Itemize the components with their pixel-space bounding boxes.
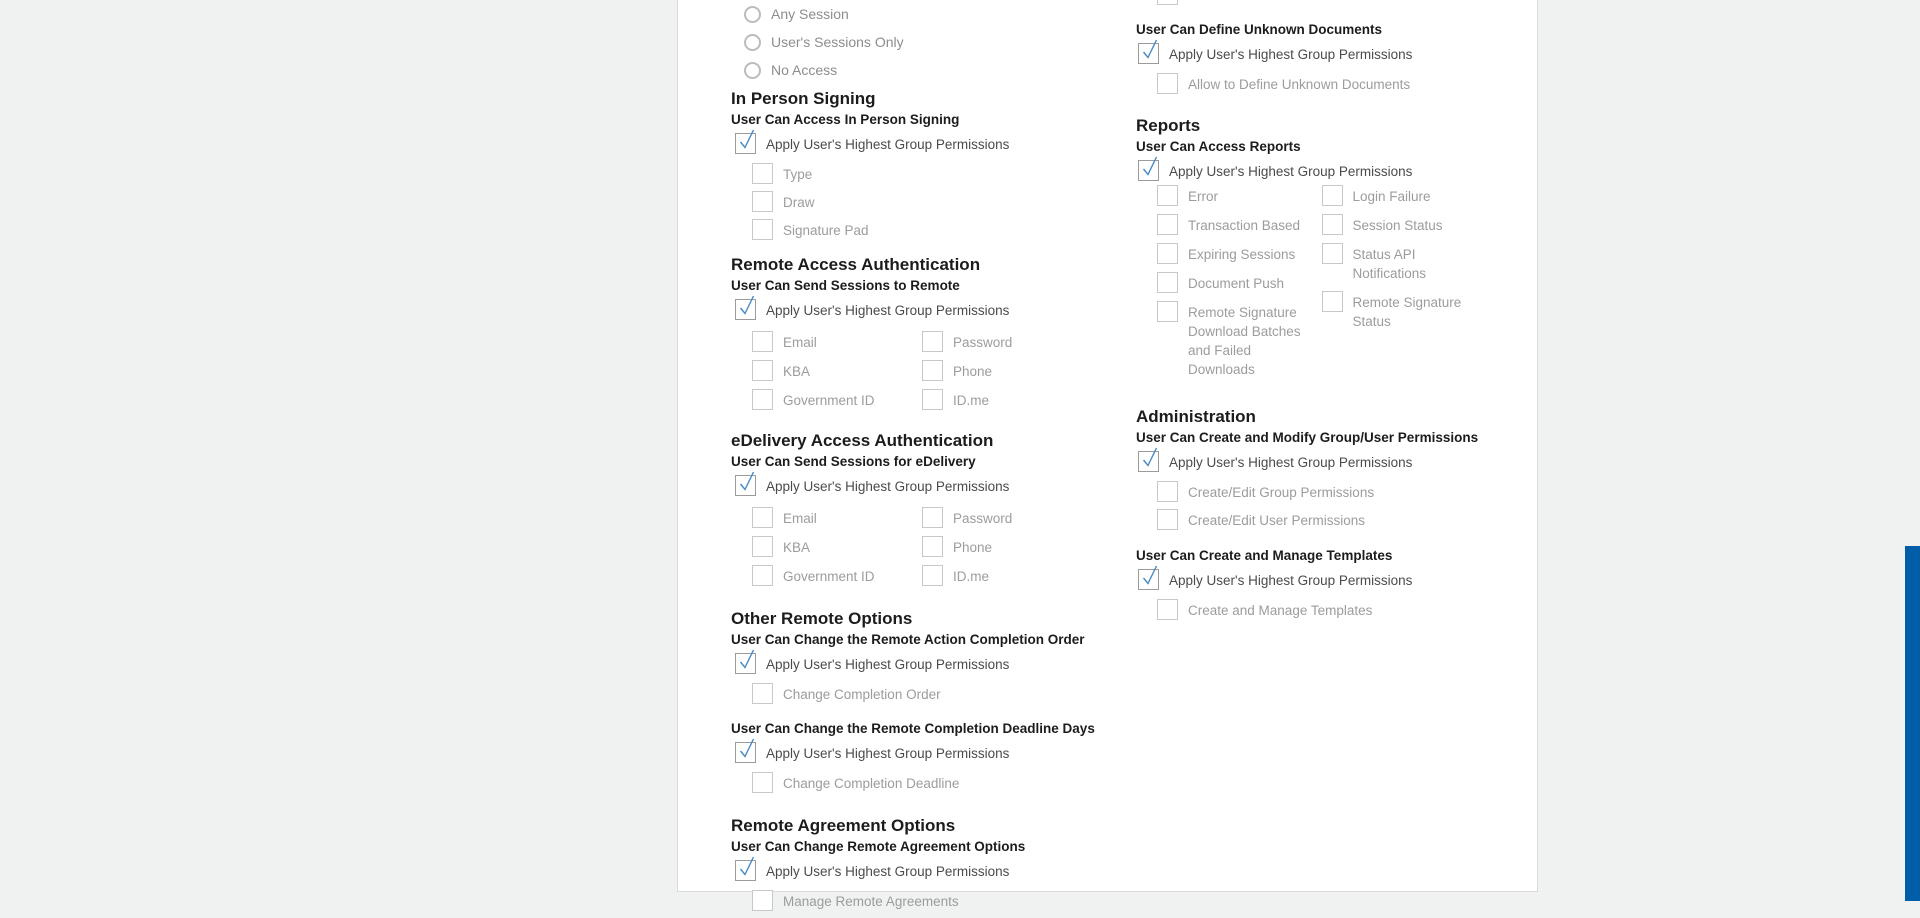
checkbox-label: Create and Manage Templates <box>1188 603 1373 618</box>
radio-no-access[interactable] <box>744 61 1161 79</box>
radio-button-icon[interactable] <box>744 34 761 51</box>
checkbox[interactable] <box>735 475 756 496</box>
subheading-user-can-define-unknown-documents: User Can Define Unknown Documents <box>1136 22 1383 37</box>
checkbox[interactable] <box>1138 451 1159 472</box>
checkbox-label: Change Completion Order <box>783 687 941 702</box>
section-heading-in-person-signing: In Person Signing <box>731 89 876 108</box>
radio-any-session[interactable] <box>744 5 1161 23</box>
checkbox-row-type[interactable] <box>752 163 1161 184</box>
checkbox-label: Remote Signature Download Batches and Failed Downloads <box>1188 305 1301 377</box>
check-icon <box>741 130 754 148</box>
subheading-user-can-send-sessions-for-edelivery: User Can Send Sessions for eDelivery <box>731 454 976 469</box>
checkbox-label: Manage Remote Agreements <box>783 894 959 909</box>
apply-highest-group-permissions-row[interactable] <box>735 653 1161 674</box>
checkbox-row-signature-pad[interactable] <box>752 219 1161 240</box>
checkbox-row-expiring-sessions[interactable] <box>1157 243 1322 264</box>
subheading-create-modify-group-user-permissions: User Can Create and Modify Group/User Permissions <box>1136 430 1479 445</box>
checkbox-label: Status API Notifications <box>1352 247 1427 281</box>
checkbox-row-kba[interactable] <box>752 536 922 557</box>
checkbox-row-create-edit-user-permissions[interactable] <box>1157 509 1486 530</box>
subheading-create-and-manage-templates: User Can Create and Manage Templates <box>1136 548 1393 563</box>
checkbox-label: Signature Pad <box>783 223 869 238</box>
checkbox[interactable] <box>1138 43 1159 64</box>
checkbox-row-government-id[interactable] <box>752 565 922 586</box>
checkbox-row-error[interactable] <box>1157 185 1322 206</box>
checkbox[interactable] <box>922 360 943 381</box>
permissions-right-column <box>1136 0 1486 627</box>
checkbox-row-change-completion-deadline[interactable] <box>752 772 1161 793</box>
checkbox-label: Session Status <box>1352 218 1443 233</box>
subheading-change-remote-action-completion-order: User Can Change the Remote Action Completion Order <box>731 632 1085 647</box>
checkbox-label: Government ID <box>783 569 875 584</box>
checkbox-label: Create/Edit User Permissions <box>1188 513 1366 528</box>
apply-highest-group-permissions-row[interactable] <box>735 133 1161 154</box>
checkbox[interactable] <box>752 163 773 184</box>
checkbox[interactable] <box>1157 509 1178 530</box>
check-icon <box>1144 40 1157 58</box>
checkbox[interactable] <box>1138 160 1159 181</box>
checkbox-row-remote-signature-download-batches[interactable] <box>1157 301 1322 379</box>
checkbox-label: Apply User's Highest Group Permissions <box>766 303 1010 318</box>
checkbox-row-email[interactable] <box>752 331 922 352</box>
checkbox[interactable] <box>1322 291 1343 312</box>
checkbox[interactable] <box>752 191 773 212</box>
checkbox[interactable] <box>752 219 773 240</box>
subheading-change-remote-completion-deadline-days: User Can Change the Remote Completion Deadline Days <box>731 721 1095 736</box>
checkbox-label: Draw <box>783 195 815 210</box>
checkbox-label: Remote Signature Status <box>1352 295 1462 329</box>
scrollbar-thumb[interactable] <box>1905 546 1920 901</box>
checkbox-label: Apply User's Highest Group Permissions <box>1169 455 1413 470</box>
checkbox[interactable] <box>752 565 773 586</box>
checkbox-label: Apply User's Highest Group Permissions <box>1169 573 1413 588</box>
checkbox-label: Login Failure <box>1352 189 1431 204</box>
checkbox-label: Apply User's Highest Group Permissions <box>1169 164 1413 179</box>
checkbox[interactable] <box>735 860 756 881</box>
section-heading-edelivery-access-authentication: eDelivery Access Authentication <box>731 431 994 450</box>
checkbox-row-idme[interactable] <box>922 389 1092 410</box>
checkbox[interactable] <box>1157 73 1178 94</box>
checkbox-row-password[interactable] <box>922 507 1092 528</box>
apply-highest-group-permissions-row[interactable] <box>1138 160 1486 181</box>
checkbox-row-login-failure[interactable] <box>1322 185 1487 206</box>
section-heading-administration: Administration <box>1136 407 1256 426</box>
subheading-change-remote-agreement-options: User Can Change Remote Agreement Options <box>731 839 1026 854</box>
checkbox[interactable] <box>1157 481 1178 502</box>
checkbox[interactable] <box>922 507 943 528</box>
subheading-user-can-access-reports: User Can Access Reports <box>1136 139 1301 154</box>
reports-options-grid <box>1157 185 1486 387</box>
checkbox-label: Apply User's Highest Group Permissions <box>766 657 1010 672</box>
checkbox[interactable] <box>1157 599 1178 620</box>
checkbox-row-kba[interactable] <box>752 360 922 381</box>
checkbox-label: Password <box>953 511 1013 526</box>
session-access-radio-group <box>744 0 1161 79</box>
checkbox[interactable] <box>752 683 773 704</box>
checkbox-label: Error <box>1188 189 1218 204</box>
subheading-user-can-send-sessions-to-remote: User Can Send Sessions to Remote <box>731 278 960 293</box>
checkbox-label: Apply User's Highest Group Permissions <box>766 746 1010 761</box>
checkbox[interactable] <box>752 360 773 381</box>
checkbox-label: Phone <box>953 364 993 379</box>
checkbox-row-draw[interactable] <box>752 191 1161 212</box>
checkbox[interactable] <box>735 299 756 320</box>
checkbox-label: KBA <box>783 364 811 379</box>
checkbox-row-session-status[interactable] <box>1322 214 1487 235</box>
check-icon <box>741 857 754 875</box>
checkbox[interactable] <box>752 507 773 528</box>
radio-button-icon[interactable] <box>744 6 761 23</box>
checkbox-label: Apply User's Highest Group Permissions <box>1169 47 1413 62</box>
checkbox-row-remote-signature-status[interactable] <box>1322 291 1487 331</box>
checkbox[interactable] <box>1322 243 1343 264</box>
apply-highest-group-permissions-row[interactable] <box>735 860 1161 881</box>
checkbox[interactable] <box>1157 185 1178 206</box>
checkbox-label: Create/Edit Group Permissions <box>1188 485 1375 500</box>
checkbox-row-government-id[interactable] <box>752 389 922 410</box>
remote-auth-options-grid <box>752 331 1161 418</box>
checkbox-label: Document Push <box>1188 276 1285 291</box>
in-person-signing-options <box>752 163 1161 240</box>
checkbox[interactable] <box>1322 214 1343 235</box>
checkbox-row-phone[interactable] <box>922 360 1092 381</box>
checkbox-label: Expiring Sessions <box>1188 247 1296 262</box>
radio-button-icon[interactable] <box>744 62 761 79</box>
section-heading-other-remote-options: Other Remote Options <box>731 609 913 628</box>
checkbox[interactable] <box>1157 214 1178 235</box>
check-icon <box>741 650 754 668</box>
checkbox-label: Email <box>783 335 817 350</box>
checkbox[interactable] <box>922 536 943 557</box>
check-icon <box>1144 448 1157 466</box>
subheading-user-can-access-in-person-signing: User Can Access In Person Signing <box>731 112 960 127</box>
checkbox[interactable] <box>1138 569 1159 590</box>
apply-highest-group-permissions-row[interactable] <box>735 475 1161 496</box>
checkbox[interactable] <box>922 565 943 586</box>
radio-label: No Access <box>771 62 838 78</box>
checkbox-label: ID.me <box>953 393 990 408</box>
permissions-left-column <box>731 0 1161 918</box>
checkbox[interactable] <box>1157 243 1178 264</box>
checkbox-label: Password <box>953 335 1013 350</box>
check-icon <box>741 472 754 490</box>
group-user-permission-options <box>1157 481 1486 530</box>
checkbox[interactable] <box>922 389 943 410</box>
checkbox-row-document-push[interactable] <box>1157 272 1322 293</box>
checkbox-label: Apply User's Highest Group Permissions <box>766 479 1010 494</box>
checkbox-row-create-edit-group-permissions[interactable] <box>1157 481 1486 502</box>
apply-highest-group-permissions-row[interactable] <box>1138 451 1486 472</box>
checkbox-row-status-api-notifications[interactable] <box>1322 243 1487 283</box>
check-icon <box>741 739 754 757</box>
checkbox-label: Apply User's Highest Group Permissions <box>766 137 1010 152</box>
template-options <box>1157 599 1486 620</box>
section-heading-remote-agreement-options: Remote Agreement Options <box>731 816 956 835</box>
checkbox-row-email[interactable] <box>752 507 922 528</box>
checkbox-label: Change Completion Deadline <box>783 776 960 791</box>
checkbox-label: Email <box>783 511 817 526</box>
check-icon <box>1144 157 1157 175</box>
checkbox[interactable] <box>1157 272 1178 293</box>
checkbox[interactable] <box>735 742 756 763</box>
checkbox-label: Allow to Define Unknown Documents <box>1188 77 1411 92</box>
checkbox[interactable] <box>1157 301 1178 322</box>
checkbox-partial-cut-off[interactable] <box>1157 0 1178 5</box>
check-icon <box>741 296 754 314</box>
checkbox-row-idme[interactable] <box>922 565 1092 586</box>
section-heading-reports: Reports <box>1136 116 1201 135</box>
checkbox[interactable] <box>1322 185 1343 206</box>
checkbox-label: ID.me <box>953 569 990 584</box>
apply-highest-group-permissions-row[interactable] <box>1138 43 1486 64</box>
define-unknown-documents-options <box>1157 73 1486 94</box>
edelivery-auth-options-grid <box>752 507 1161 594</box>
checkbox[interactable] <box>735 653 756 674</box>
checkbox-row-phone[interactable] <box>922 536 1092 557</box>
section-heading-remote-access-authentication: Remote Access Authentication <box>731 255 981 274</box>
checkbox[interactable] <box>735 133 756 154</box>
checkbox-row-change-completion-order[interactable] <box>752 683 1161 704</box>
checkbox[interactable] <box>752 536 773 557</box>
checkbox[interactable] <box>752 331 773 352</box>
checkbox-label: KBA <box>783 540 811 555</box>
completion-deadline-options <box>752 772 1161 793</box>
apply-highest-group-permissions-row[interactable] <box>1138 569 1486 590</box>
checkbox-label: Transaction Based <box>1188 218 1301 233</box>
checkbox-label: Type <box>783 167 813 182</box>
checkbox[interactable] <box>922 331 943 352</box>
checkbox-label: Apply User's Highest Group Permissions <box>766 864 1010 879</box>
checkbox-label: Government ID <box>783 393 875 408</box>
apply-highest-group-permissions-row[interactable] <box>735 299 1161 320</box>
radio-label: User's Sessions Only <box>771 34 904 50</box>
radio-users-sessions-only[interactable] <box>744 33 1161 51</box>
checkbox-row-password[interactable] <box>922 331 1092 352</box>
checkbox-row-allow-define-unknown-documents[interactable] <box>1157 73 1486 94</box>
completion-order-options <box>752 683 1161 704</box>
check-icon <box>1144 566 1157 584</box>
radio-label: Any Session <box>771 6 849 22</box>
checkbox-row-create-and-manage-templates[interactable] <box>1157 599 1486 620</box>
checkbox[interactable] <box>752 389 773 410</box>
checkbox-label: Phone <box>953 540 993 555</box>
apply-highest-group-permissions-row[interactable] <box>735 742 1161 763</box>
checkbox-row-transaction-based[interactable] <box>1157 214 1322 235</box>
checkbox[interactable] <box>752 772 773 793</box>
